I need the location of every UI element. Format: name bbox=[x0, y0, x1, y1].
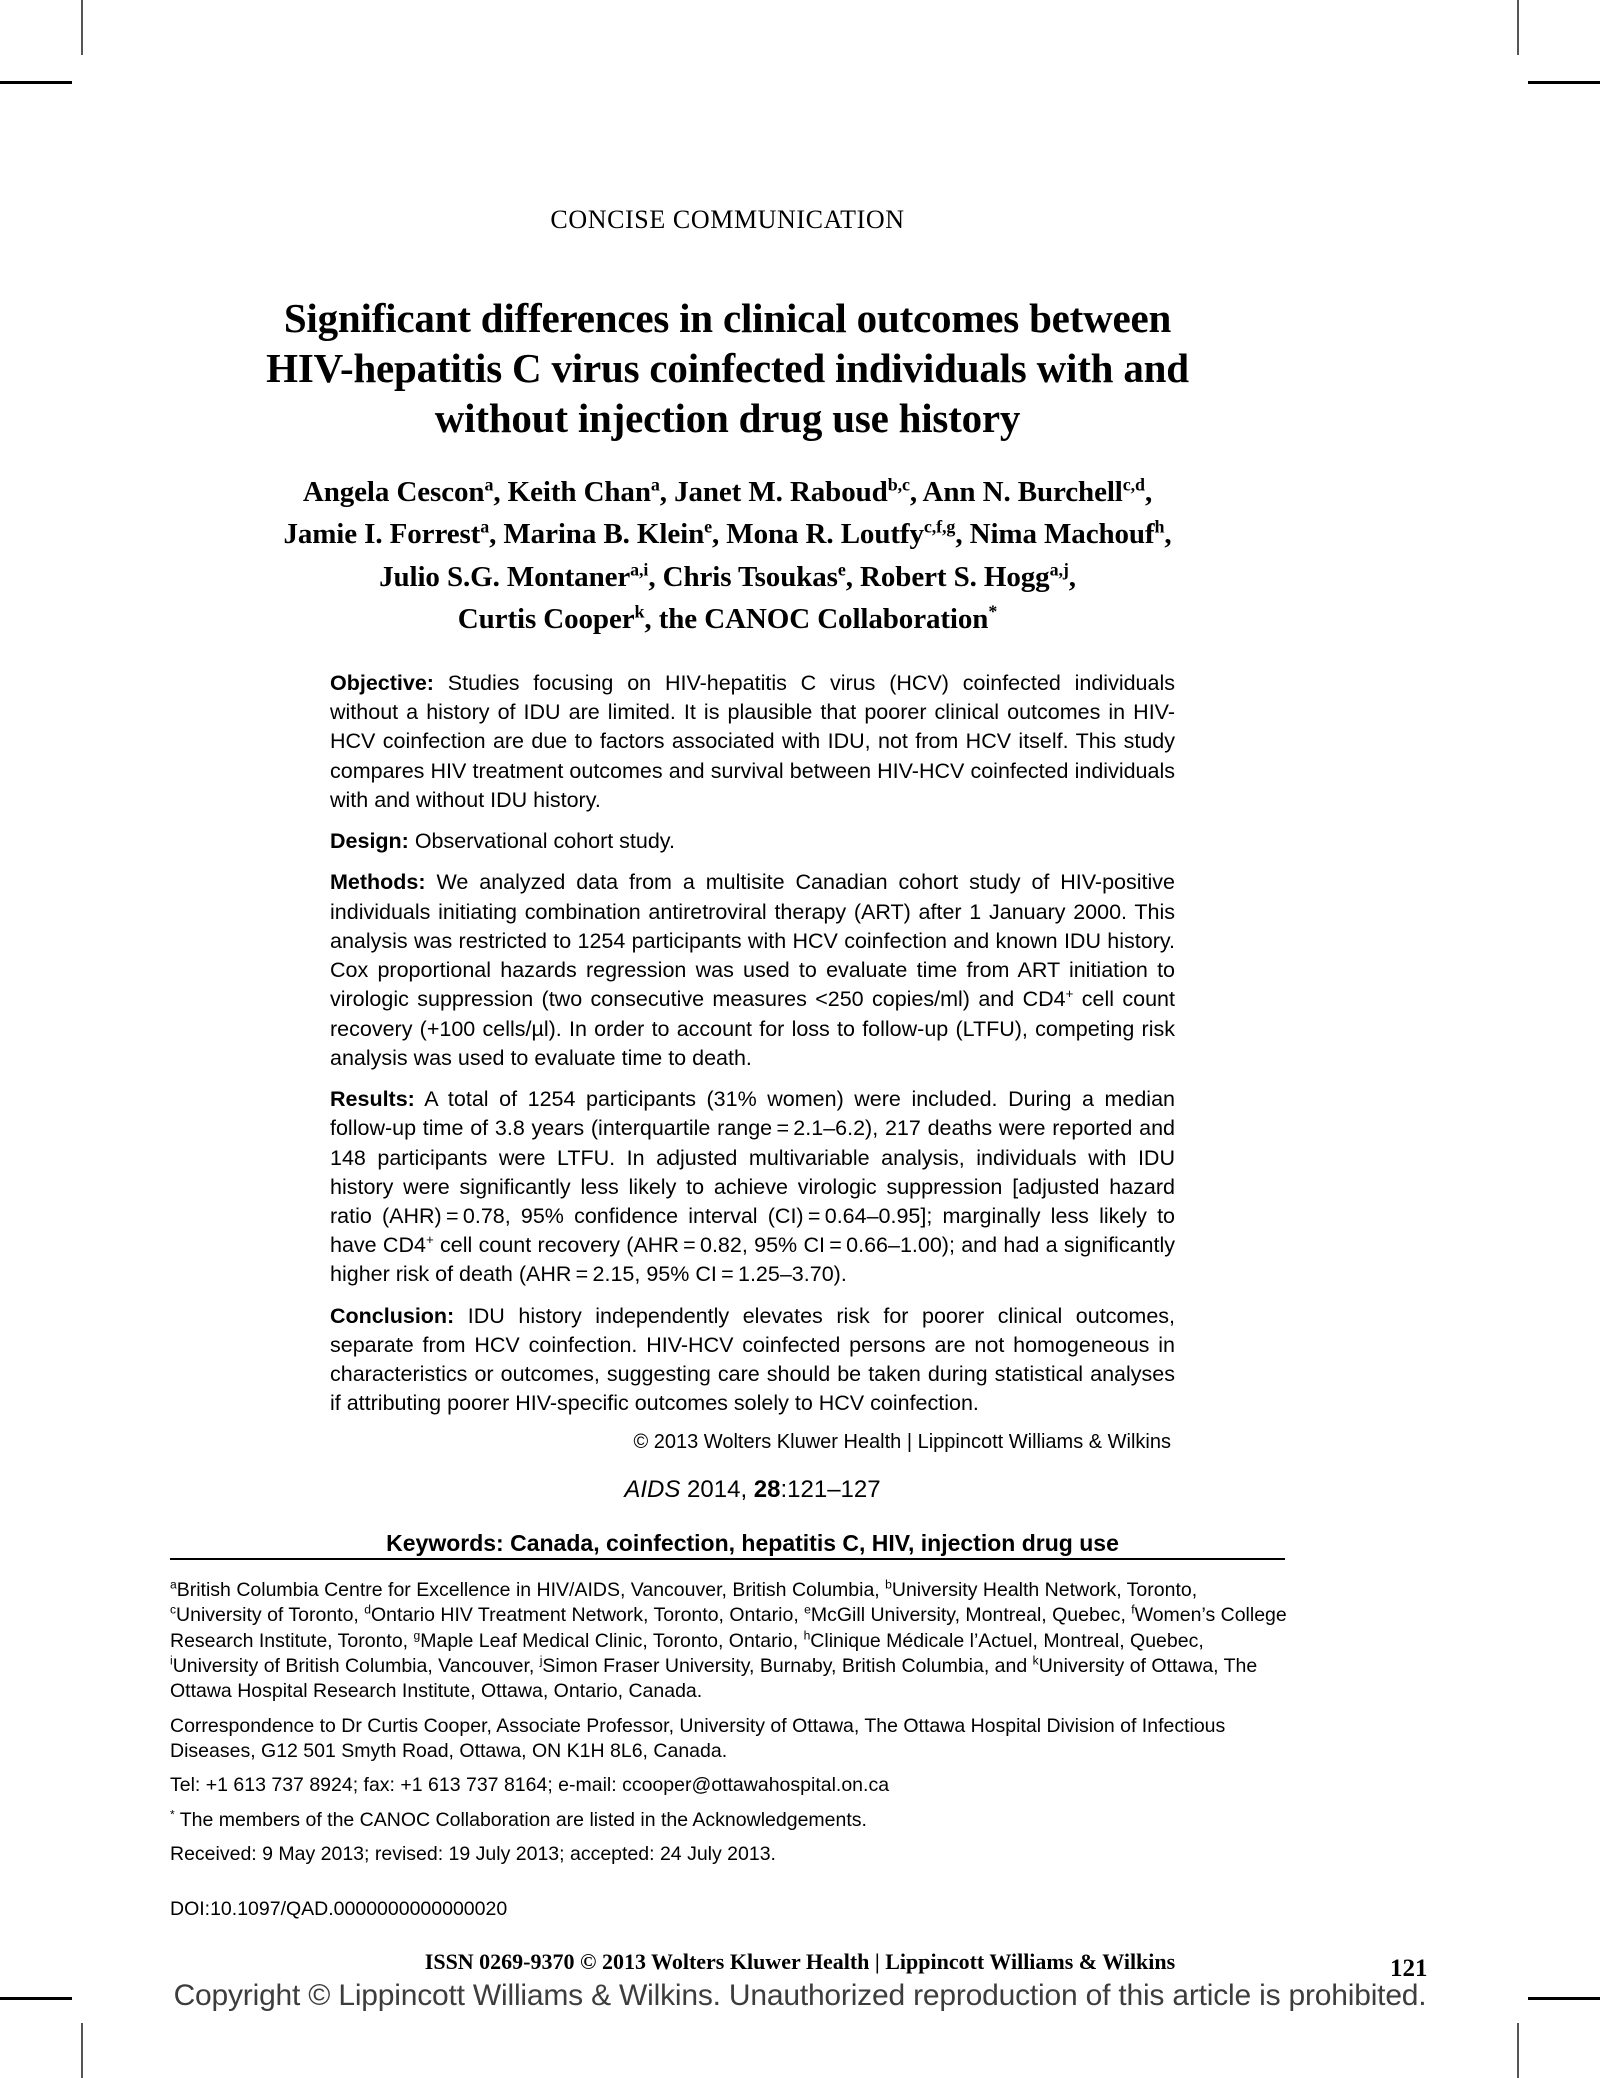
submission-dates: Received: 9 May 2013; revised: 19 July 2013; accepted: 24 July 2013. bbox=[170, 1843, 776, 1866]
correspondence-paragraph: Correspondence to Dr Curtis Cooper, Associate Professor, University of Ottawa, The Ottawa Hospital Division of Infectious Diseases, G12 501 Smyth Road, Ottawa, ON K1H 8L6, Canada. bbox=[170, 1714, 1226, 1763]
affiliation-marker: e bbox=[837, 559, 846, 580]
crop-mark-top-right-horizontal bbox=[1528, 81, 1600, 84]
methods-text-part2: cell count recovery (+100 cells/µl). In order to account for loss to follow-up (LTFU), competing risk analysis was used to evaluate time to death. bbox=[330, 987, 1175, 1070]
keywords-text: Canada, coinfection, hepatitis C, HIV, injection drug use bbox=[503, 1529, 1119, 1556]
title-line-1: Significant differences in clinical outcomes between bbox=[283, 295, 1172, 341]
author-separator: , bbox=[1164, 518, 1172, 551]
crop-mark-top-left-horizontal bbox=[0, 81, 72, 84]
affiliation-text: British Columbia Centre for Excellence in HIV/AIDS, Vancouver, British Columbia, bbox=[176, 1579, 886, 1601]
title-line-2: HIV-hepatitis C virus coinfected individuals with and bbox=[266, 345, 1189, 392]
affiliation-marker: a bbox=[170, 1577, 177, 1592]
author-line-3 bbox=[170, 556, 1285, 599]
affiliation-marker: i bbox=[170, 1653, 173, 1668]
affiliation-marker: c,f,g bbox=[923, 516, 956, 537]
affiliation-text: Maple Leaf Medical Clinic, Toronto, Ontario, bbox=[420, 1629, 804, 1652]
cd4-plus-superscript: + bbox=[425, 1232, 434, 1248]
methods-text-part1: We analyzed data from a multisite Canadian cohort study of HIV-positive individuals initiating combination antiretroviral therapy (ART) after 1 January 2000. This analysis was restricted to 1254 participants with HCV coinfection and known IDU history. Cox proportional hazards regression was used to evaluate time from ART initiation to virologic suppression (two consecutive measures <250 copies/ml) and CD4 bbox=[330, 870, 1175, 1012]
article-content bbox=[170, 0, 1285, 1557]
affiliation-text: Ontario HIV Treatment Network, Toronto, Ontario, bbox=[371, 1604, 805, 1627]
affiliations-paragraph bbox=[170, 1578, 1290, 1705]
affiliation-marker: j bbox=[539, 1653, 543, 1668]
keywords-label: Keywords: bbox=[386, 1529, 504, 1556]
affiliation-text: Women’s College Research Institute, Toronto, bbox=[170, 1604, 1287, 1652]
affiliation-text: University of Toronto, bbox=[176, 1604, 365, 1627]
journal-name: AIDS bbox=[624, 1475, 681, 1503]
keywords-line bbox=[330, 1530, 1175, 1557]
affiliation-text: University of Ottawa, The Ottawa Hospital Research Institute, Ottawa, Ontario, Canada. bbox=[170, 1655, 1258, 1703]
collaboration-name: , the CANOC Collaboration bbox=[644, 603, 989, 636]
conclusion-label: Conclusion: bbox=[330, 1303, 455, 1328]
footnote-marker: * bbox=[988, 601, 998, 622]
affiliation-marker: b,c bbox=[887, 473, 910, 494]
author-name: Angela Cescon bbox=[302, 475, 485, 508]
author-name: , Marina B. Klein bbox=[489, 518, 705, 551]
design-text: Observational cohort study. bbox=[408, 829, 675, 854]
article-title bbox=[170, 293, 1285, 443]
author-line-1 bbox=[170, 471, 1285, 514]
author-name: Curtis Cooper bbox=[457, 603, 635, 636]
citation-year: 2014, bbox=[680, 1475, 754, 1503]
running-head: CONCISE COMMUNICATION bbox=[550, 205, 905, 234]
abstract-copyright-line: © 2013 Wolters Kluwer Health | Lippincott Williams & Wilkins bbox=[633, 1430, 1171, 1453]
affiliation-marker: c bbox=[170, 1602, 177, 1617]
author-line-4 bbox=[170, 598, 1285, 641]
author-name: , Nima Machouf bbox=[955, 518, 1155, 551]
affiliation-marker: d bbox=[364, 1602, 371, 1617]
author-name: , Mona R. Loutfy bbox=[712, 518, 924, 551]
objective-text: Studies focusing on HIV-hepatitis C virus (HCV) coinfected individuals without a history of IDU are limited. It is plausible that poorer clinical outcomes in HIV-HCV coinfection are due to factors associated with IDU, not from HCV itself. This study compares HIV treatment outcomes and survival between HIV-HCV coinfected individuals with and without IDU history. bbox=[330, 671, 1175, 812]
affiliation-text: Simon Fraser University, Burnaby, British Columbia, and bbox=[542, 1655, 1033, 1678]
author-list bbox=[170, 471, 1285, 642]
canoc-footnote-text: The members of the CANOC Collaboration are listed in the Acknowledgements. bbox=[174, 1808, 867, 1831]
affiliation-text: McGill University, Montreal, Quebec, bbox=[810, 1604, 1132, 1627]
author-name: Julio S.G. Montaner bbox=[379, 560, 631, 593]
abstract-conclusion bbox=[330, 1302, 1175, 1419]
affiliation-marker: a,j bbox=[1049, 559, 1069, 580]
author-name: , Chris Tsoukas bbox=[648, 560, 838, 593]
canoc-footnote bbox=[170, 1808, 1290, 1833]
author-name: , Janet M. Raboud bbox=[659, 475, 888, 508]
title-line-3: without injection drug use history bbox=[434, 395, 1021, 442]
affiliation-marker: f bbox=[1131, 1602, 1135, 1617]
copyright-stamp: Copyright © Lippincott Williams & Wilkins. Unauthorized reproduction of this article is prohibited. bbox=[173, 1979, 1427, 2012]
contact-paragraph[interactable]: Tel: +1 613 737 8924; fax: +1 613 737 8164; e-mail: ccooper@ottawahospital.on.ca bbox=[170, 1774, 890, 1797]
footnote-divider bbox=[170, 1558, 1285, 1560]
footnote-block bbox=[170, 1578, 1290, 1923]
crop-mark-bottom-left-vertical bbox=[81, 2023, 83, 2078]
affiliation-marker: h bbox=[803, 1628, 811, 1643]
citation-volume: 28 bbox=[753, 1475, 781, 1503]
cd4-plus-superscript: + bbox=[1065, 986, 1074, 1002]
footnote-marker: * bbox=[170, 1807, 175, 1822]
crop-mark-bottom-right-vertical bbox=[1517, 2023, 1519, 2078]
affiliation-marker: k bbox=[634, 601, 645, 622]
affiliation-marker: a bbox=[484, 473, 494, 494]
affiliation-text: University Health Network, Toronto, bbox=[891, 1579, 1198, 1601]
conclusion-text: IDU history independently elevates risk for poorer clinical outcomes, separate from HCV coinfection. HIV-HCV coinfected persons are not homogeneous in characteristics or outcomes, suggesting care should be taken during statistical analyses if attributing poorer HIV-specific outcomes solely to HCV coinfection. bbox=[330, 1303, 1175, 1416]
author-name: Jamie I. Forrest bbox=[283, 518, 481, 551]
abstract-methods bbox=[330, 868, 1175, 1073]
design-label: Design: bbox=[330, 829, 409, 854]
footer-issn-line: ISSN 0269-9370 © 2013 Wolters Kluwer Health | Lippincott Williams & Wilkins bbox=[424, 1949, 1176, 1974]
affiliation-marker: g bbox=[413, 1628, 421, 1643]
methods-label: Methods: bbox=[330, 870, 426, 895]
doi-line: DOI:10.1097/QAD.0000000000000020 bbox=[170, 1898, 508, 1921]
author-name: , Keith Chan bbox=[493, 475, 651, 508]
affiliation-marker: k bbox=[1032, 1653, 1039, 1668]
affiliation-marker: e bbox=[804, 1602, 811, 1617]
author-separator: , bbox=[1068, 560, 1076, 593]
author-name: , Ann N. Burchell bbox=[909, 475, 1123, 508]
abstract-design bbox=[330, 827, 1175, 856]
page-number: 121 bbox=[1390, 1955, 1428, 1982]
affiliation-marker: a bbox=[650, 473, 660, 494]
crop-mark-top-left-vertical bbox=[81, 0, 83, 55]
results-label: Results: bbox=[330, 1087, 415, 1112]
citation-pages: :121–127 bbox=[780, 1475, 881, 1503]
affiliation-marker: e bbox=[704, 516, 712, 537]
abstract-objective bbox=[330, 669, 1175, 815]
author-name: , Robert S. Hogg bbox=[845, 560, 1050, 593]
journal-citation bbox=[330, 1476, 1175, 1504]
crop-mark-top-right-vertical bbox=[1517, 0, 1519, 55]
affiliation-marker: a,i bbox=[630, 559, 649, 580]
affiliation-marker: h bbox=[1154, 516, 1165, 537]
author-separator: , bbox=[1144, 475, 1153, 508]
results-text-part1: A total of 1254 participants (31% women) were included. During a median follow-up time of 3.8 years (interquartile range = 2.1–6.2), 217 deaths were reported and 148 participants were LTFU. In adjusted multivariable analysis, individuals with IDU history were significantly less likely to achieve virologic suppression [adjusted hazard ratio (AHR) = 0.78, 95% confidence interval (CI) = 0.64–0.95]; marginally less likely to have CD4 bbox=[330, 1087, 1175, 1258]
affiliation-marker: a bbox=[480, 516, 490, 537]
results-text-part2: cell count recovery (AHR = 0.82, 95% CI = 0.66–1.00); and had a significantly higher risk of death (AHR = 2.15, 95% CI = 1.25–3.70). bbox=[330, 1233, 1175, 1287]
abstract bbox=[330, 669, 1175, 1557]
affiliation-text: University of British Columbia, Vancouver, bbox=[172, 1655, 540, 1678]
abstract-results bbox=[330, 1085, 1175, 1290]
author-line-2 bbox=[170, 513, 1285, 556]
affiliation-marker: b bbox=[885, 1577, 892, 1592]
affiliation-text: Clinique Médicale l’Actuel, Montreal, Quebec, bbox=[810, 1629, 1204, 1652]
objective-label: Objective: bbox=[330, 671, 434, 696]
affiliation-marker: c,d bbox=[1122, 473, 1145, 494]
